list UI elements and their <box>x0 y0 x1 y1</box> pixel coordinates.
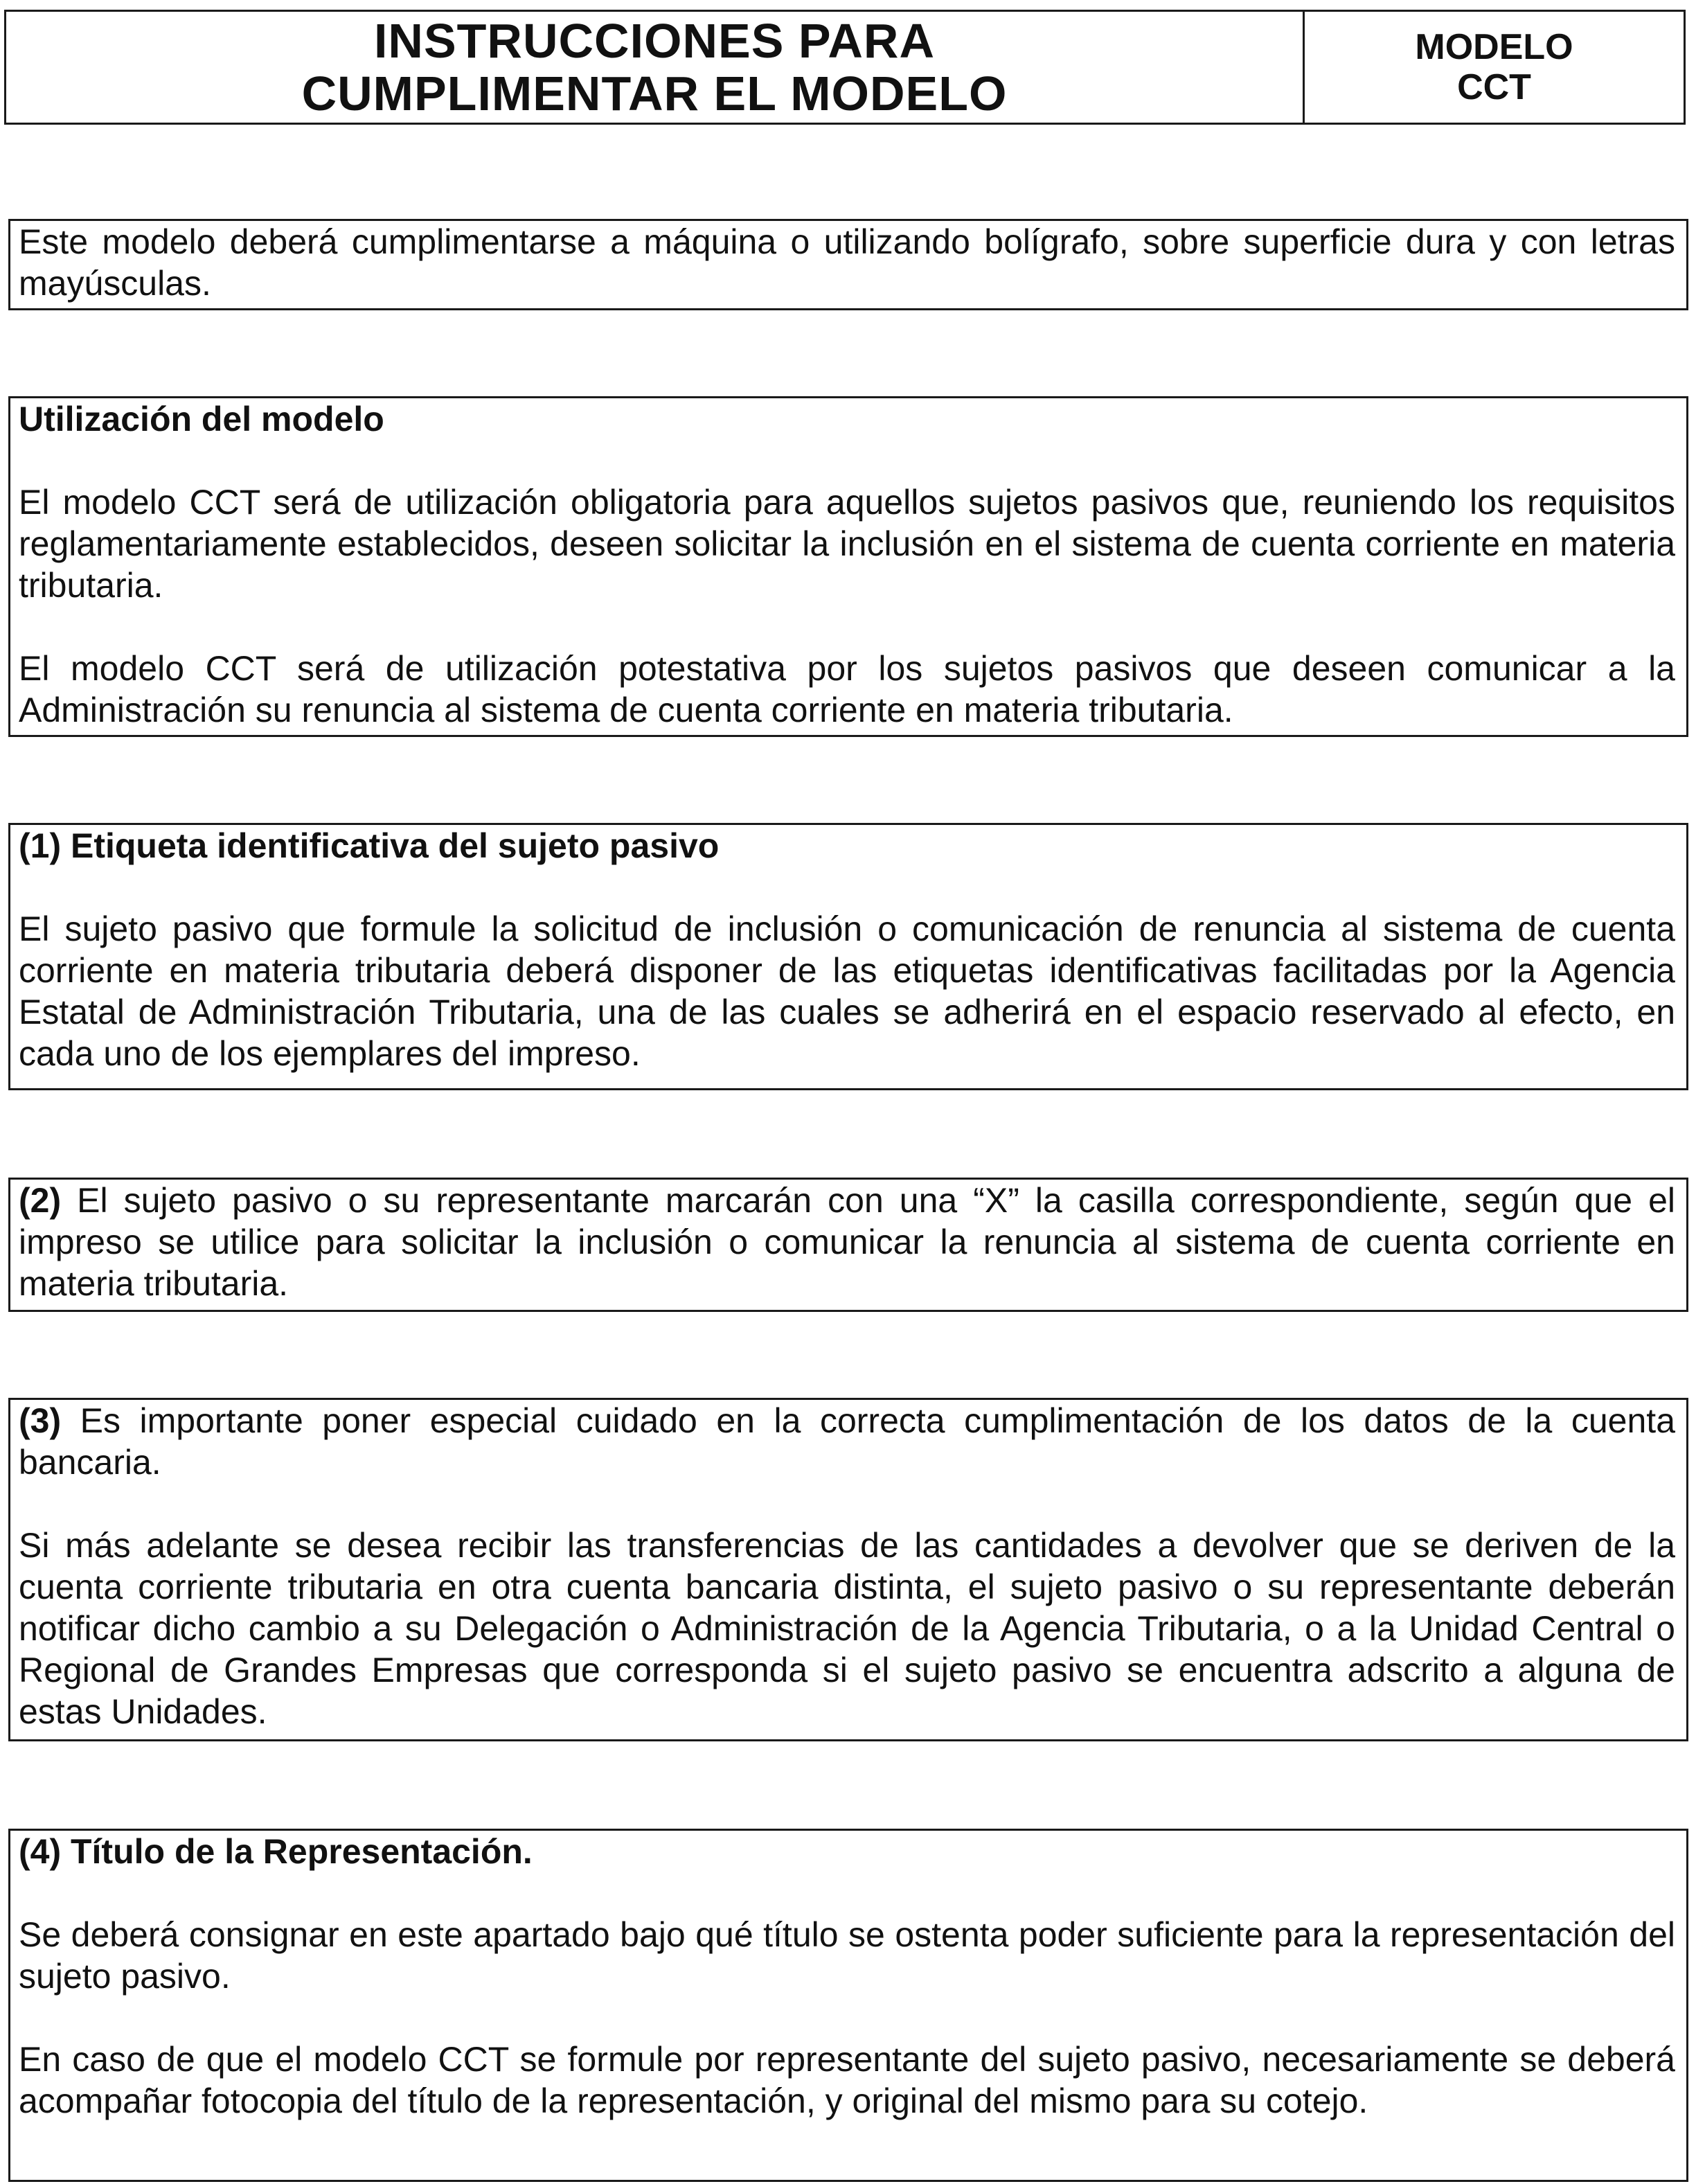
section-2-text: El sujeto pasivo o su representante marcarán con una “X” la casilla correspondiente, según que el impreso se utilice para solicitar la inclusión o comunicar la renuncia al sistema de cuenta corriente en materia tributaria. <box>19 1181 1675 1303</box>
document-header <box>4 10 1686 125</box>
model-code-box <box>1305 12 1684 123</box>
section-4-heading: (4) Título de la Representación. <box>19 1832 533 1871</box>
section-4-box <box>8 1829 1688 2182</box>
section-3-box <box>8 1398 1688 1741</box>
section-use-paragraph-1: El modelo CCT será de utilización obligatoria para aquellos sujetos pasivos que, reuniendo los requisitos reglamentariamente establecidos, deseen solicitar la inclusión en el sistema de cuenta corriente en materia tributaria. <box>19 483 1675 605</box>
model-code: CCT <box>1457 67 1531 107</box>
section-4-paragraph-2: En caso de que el modelo CCT se formule por representante del sujeto pasivo, necesariamente se deberá acompañar fotocopia del título de la representación, y original del mismo para su cotejo. <box>19 2040 1675 2120</box>
section-use-heading: Utilización del modelo <box>19 400 384 438</box>
section-3-paragraph-1 <box>19 1400 1675 1483</box>
model-label: MODELO <box>1415 27 1573 67</box>
section-1-paragraph: El sujeto pasivo que formule la solicitud de inclusión o comunicación de renuncia al sistema de cuenta corriente en materia tributaria deberá disponer de las etiquetas identificativas facilitadas por la Agencia Estatal de Administración Tributaria, una de las cuales se adherirá en el espacio reservado al efecto, en cada uno de los ejemplares del impreso. <box>19 909 1675 1073</box>
section-1-box <box>8 823 1688 1090</box>
section-use-box <box>8 396 1688 737</box>
section-1-heading: (1) Etiqueta identificativa del sujeto pasivo <box>19 826 720 865</box>
section-3-marker: (3) <box>19 1401 62 1440</box>
section-2-paragraph <box>19 1180 1675 1304</box>
section-4-paragraph-1: Se deberá consignar en este apartado bajo qué título se ostenta poder suficiente para la representación del sujeto pasivo. <box>19 1915 1675 1996</box>
title-line-2: CUMPLIMENTAR EL MODELO <box>301 66 1008 121</box>
title-line-1: INSTRUCCIONES PARA <box>373 14 936 68</box>
section-3-paragraph-2: Si más adelante se desea recibir las transferencias de las cantidades a devolver que se deriven de la cuenta corriente tributaria en otra cuenta bancaria distinta, el sujeto pasivo o su representante deberán notificar dicho cambio a su Delegación o Administración de la Agencia Tributaria, o a la Unidad Central o Regional de Grandes Empresas que corresponda si el sujeto pasivo se encuentra adscrito a alguna de estas Unidades. <box>19 1526 1675 1731</box>
intro-text: Este modelo deberá cumplimentarse a máquina o utilizando bolígrafo, sobre superficie dura y con letras mayúsculas. <box>19 222 1675 303</box>
document-title <box>6 12 1305 123</box>
section-3-text: Es importante poner especial cuidado en la correcta cumplimentación de los datos de la cuenta bancaria. <box>19 1401 1675 1482</box>
section-2-box <box>8 1178 1688 1312</box>
section-use-paragraph-2: El modelo CCT será de utilización potestativa por los sujetos pasivos que deseen comunicar a la Administración su renuncia al sistema de cuenta corriente en materia tributaria. <box>19 649 1675 729</box>
intro-box <box>8 219 1688 310</box>
section-2-marker: (2) <box>19 1181 62 1220</box>
